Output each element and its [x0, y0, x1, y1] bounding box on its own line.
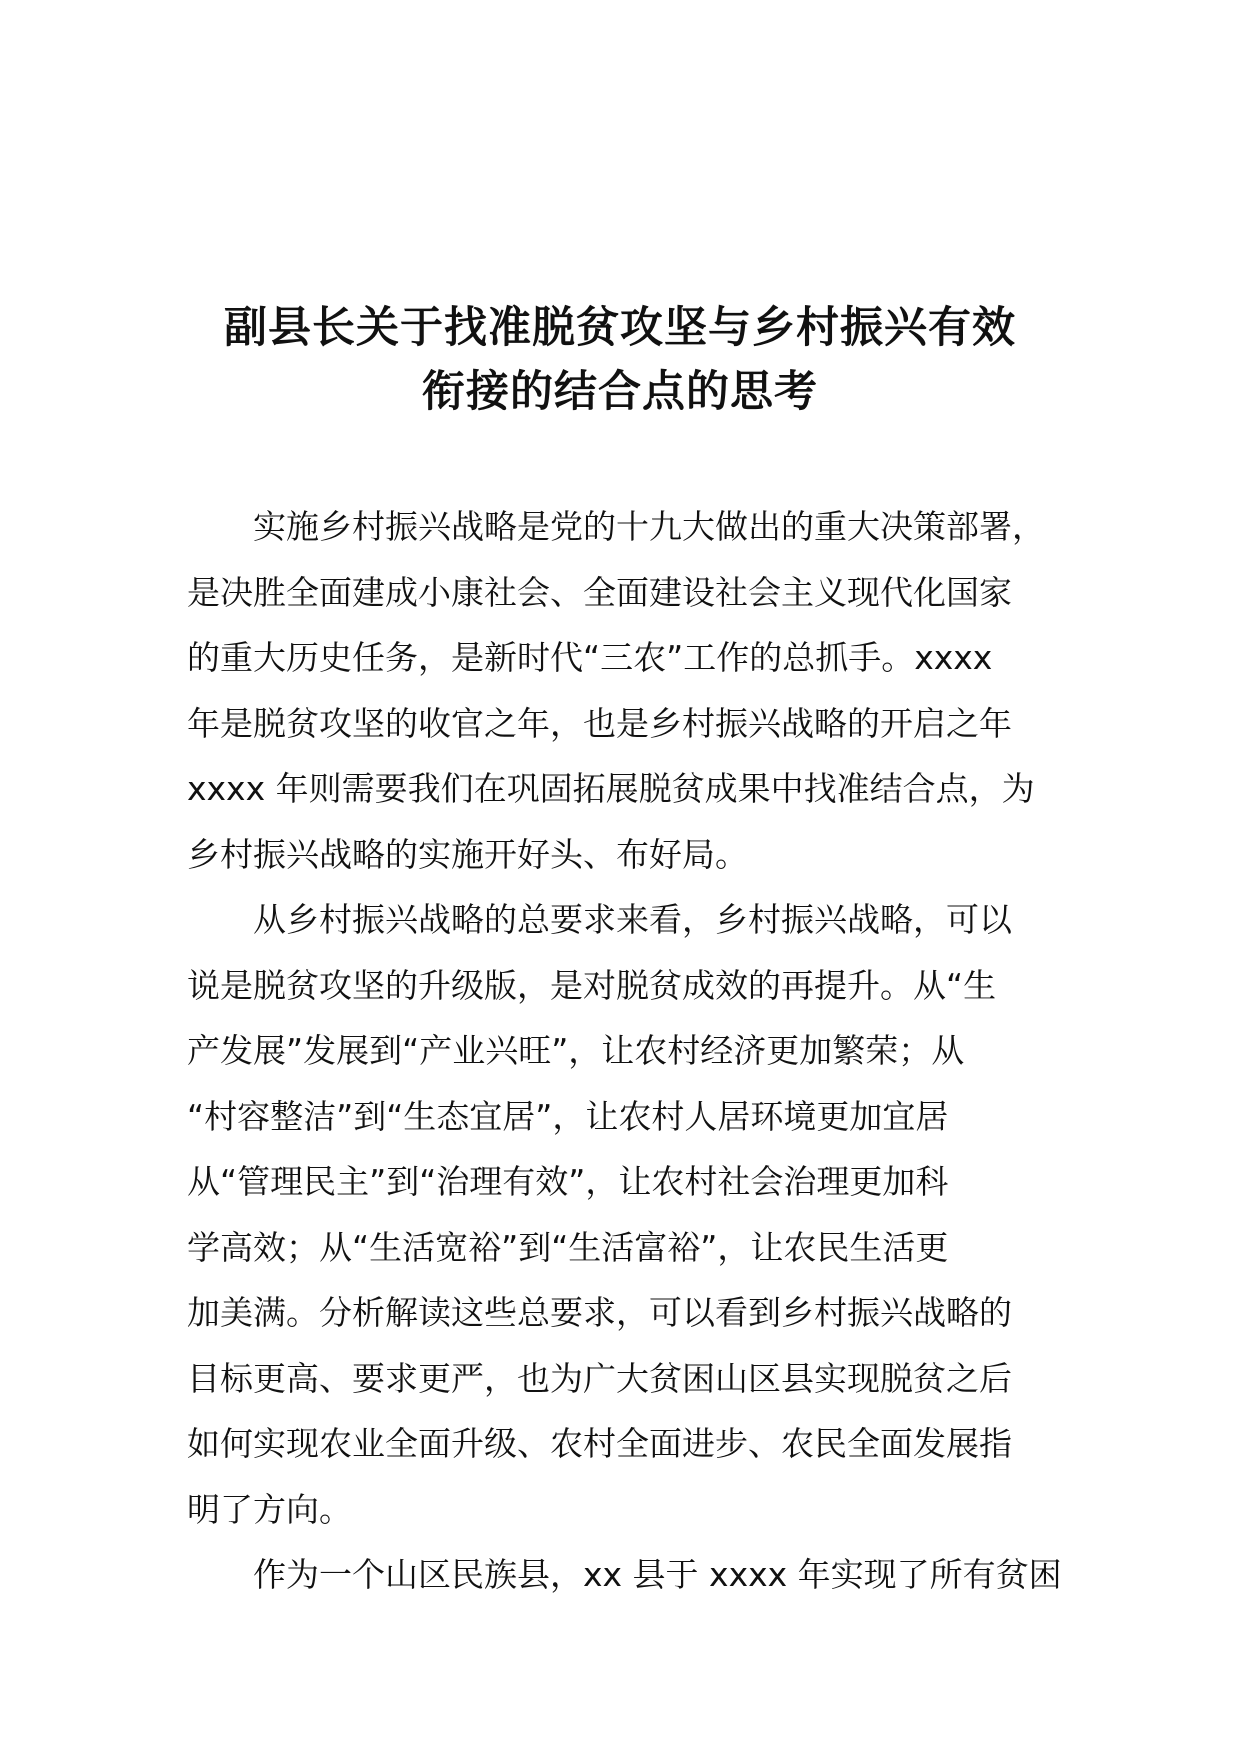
paragraph-2-line-9: 如何实现农业全面升级、农村全面进步、农民全面发展指	[187, 1424, 1012, 1463]
paragraph-1-line-3: 的重大历史任务，是新时代“三农”工作的总抓手。xxxx	[187, 638, 993, 677]
paragraph-1-line-2: 是决胜全面建成小康社会、全面建设社会主义现代化国家	[187, 572, 1012, 612]
title-line-1: 副县长关于找准脱贫攻坚与乡村振兴有效	[224, 303, 1016, 353]
paragraph-2-line-2: 说是脱贫攻坚的升级版，是对脱贫成效的再提升。从“生	[187, 965, 997, 1005]
paragraph-2-line-1: 从乡村振兴战略的总要求来看，乡村振兴战略，可以	[253, 900, 1012, 939]
paragraph-2-line-5: 从“管理民主”到“治理有效”，让农村社会治理更加科	[187, 1162, 949, 1201]
paragraph-1-line-6: 乡村振兴战略的实施开好头、布好局。	[187, 834, 748, 874]
document-title	[150, 296, 1090, 424]
paragraph-1-line-1: 实施乡村振兴战略是党的十九大做出的重大决策部署，	[253, 507, 1045, 546]
paragraph-2-line-8: 目标更高、要求更严，也为广大贫困山区县实现脱贫之后	[187, 1358, 1012, 1398]
paragraph-3-line-1: 作为一个山区民族县，xx 县于 xxxx 年实现了所有贫困	[253, 1555, 1062, 1594]
paragraph-1-line-4: 年是脱贫攻坚的收官之年，也是乡村振兴战略的开启之年	[187, 703, 1012, 743]
title-line-2: 衔接的结合点的思考	[422, 367, 818, 417]
document-body	[187, 494, 1067, 1608]
paragraph-2-line-10: 明了方向。	[187, 1489, 352, 1529]
paragraph-2-line-6: 学高效；从“生活宽裕”到“生活富裕”，让农民生活更	[187, 1227, 949, 1267]
paragraph-2-line-3: 产发展”发展到“产业兴旺”，让农村经济更加繁荣；从	[187, 1031, 965, 1070]
paragraph-2-line-4: “村容整洁”到“生态宜居”，让农村人居环境更加宜居	[187, 1096, 949, 1136]
paragraph-2-line-7: 加美满。分析解读这些总要求，可以看到乡村振兴战略的	[187, 1293, 1012, 1332]
paragraph-1-line-5: xxxx 年则需要我们在巩固拓展脱贫成果中找准结合点，为	[187, 769, 1035, 808]
